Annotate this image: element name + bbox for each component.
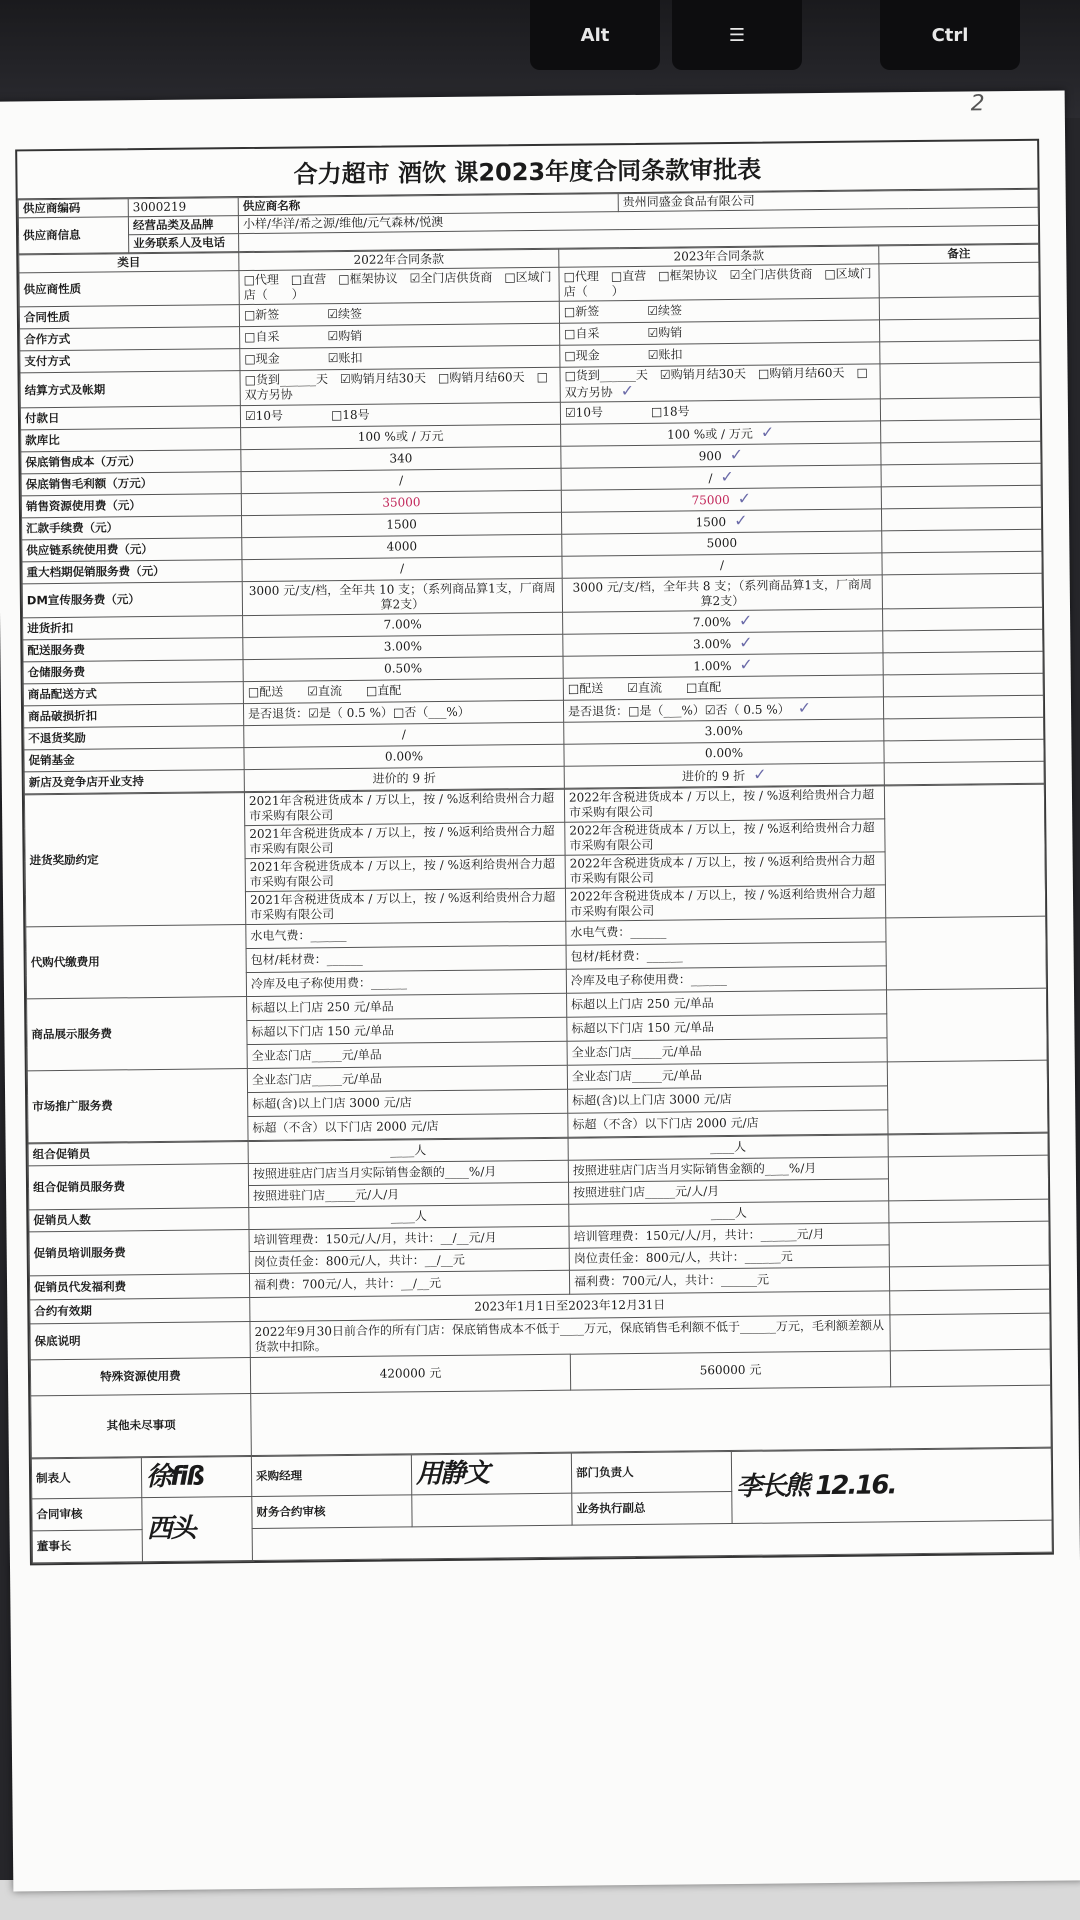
remark-cell (881, 419, 1041, 443)
remark-cell (881, 507, 1041, 531)
cell-2023-value: □代理 □直营 □框架协议 ☑全门店供货商 □区域门店（ ） (563, 265, 872, 299)
remark-cell (883, 607, 1043, 631)
row-label: 供应链系统使用费（元） (22, 538, 242, 562)
chair-label: 董事长 (32, 1530, 142, 1563)
cell-2023-value: 是否退货：□是（___%）☑否（ 0.5 %） (568, 702, 790, 719)
cell-2023-value: / (719, 558, 725, 573)
row-label: 保底销售成本（万元） (21, 450, 241, 474)
handwritten-check-icon: ✓ (739, 632, 753, 652)
cell-2023 (562, 575, 882, 612)
remark-cell (887, 988, 1048, 1062)
remark-cell (882, 529, 1042, 553)
cell-2022-value: / (399, 473, 404, 488)
approval-form (15, 139, 1054, 1566)
cell-2022-value: ☑10号 □18号 (244, 407, 370, 424)
cell-2022-value: / (399, 561, 405, 576)
row-label: 销售资源使用费（元） (21, 494, 241, 518)
cell-2023 (560, 364, 880, 402)
remark-cell (882, 551, 1042, 575)
group-2022: 水电气费：______ (246, 921, 566, 948)
rebate-2022: 2021年含税进货成本 / 万以上，按 / %返利给贵州合力超市采购有限公司 (245, 888, 565, 924)
training-2022-a: 培训管理费：150元/人/月，共计：__/__元/月 (249, 1226, 569, 1251)
cell-2023 (564, 763, 884, 788)
remark-cell (881, 485, 1041, 509)
header-remark: 备注 (879, 244, 1039, 264)
remark-cell (884, 717, 1044, 741)
promo-count-2023: ____人 (569, 1201, 889, 1226)
remark-cell (889, 1265, 1049, 1291)
group-label: 市场推广服务费 (27, 1069, 248, 1143)
special-2022: 420000 元 (250, 1354, 570, 1393)
group-2022: 标超以上门店 250 元/单品 (247, 993, 567, 1020)
promo-fee-2022-a: 按照进驻店门店当月实际销售金额的____%/月 (248, 1160, 568, 1185)
group-2022: 冷库及电子称使用费：______ (246, 969, 566, 996)
handwritten-check-icon: ✓ (739, 654, 753, 674)
handwritten-check-icon: ✓ (797, 698, 812, 718)
remark-cell (890, 1289, 1050, 1315)
row-label: 仓储服务费 (23, 660, 243, 684)
group-2022: 标超以下门店 150 元/单品 (247, 1017, 567, 1044)
maker-label: 制表人 (31, 1458, 141, 1499)
cell-2022-value: 7.00% (383, 617, 422, 632)
cell-2022-value: 4000 (386, 539, 418, 554)
cell-2023-value: 1500 (695, 515, 727, 530)
cell-2023-value: 3.00% (704, 723, 743, 739)
rebate-2022: 2021年含税进货成本 / 万以上，按 / %返利给贵州合力超市采购有限公司 (245, 822, 565, 858)
remark-cell (889, 1199, 1049, 1223)
rebate-table (24, 784, 1049, 1144)
group-2023: 标超以上门店 250 元/单品 (567, 990, 887, 1017)
remark-cell (880, 397, 1040, 421)
row-label: 重大档期促销服务费（元） (22, 560, 242, 584)
cell-2022 (240, 367, 560, 405)
remark-cell (883, 629, 1043, 653)
cell-2023-value: 900 (698, 449, 722, 464)
handwritten-check-icon: ✓ (737, 488, 752, 508)
other-label: 其他未尽事项 (31, 1394, 252, 1458)
remark-cell (890, 1313, 1050, 1351)
cell-2023-value: ☑10号 □18号 (564, 404, 690, 420)
remark-cell (884, 739, 1044, 763)
terms-table (18, 244, 1045, 795)
promo-fee-2022-b: 按照进驻门店_____元/人/月 (249, 1182, 569, 1207)
remark-cell (883, 695, 1043, 719)
remark-cell (890, 1349, 1050, 1387)
row-label: 汇款手续费（元） (22, 516, 242, 540)
welfare-2022: 福利费：700元/人，共计：__/__元 (249, 1270, 569, 1297)
group-2023: 标超(含)以上门店 3000 元/店 (568, 1086, 888, 1113)
cell-2023-value: □新签 ☑续签 (563, 303, 683, 319)
supplier-info-label: 供应商信息 (18, 217, 128, 254)
cell-2023-value: / (708, 471, 713, 486)
period-label: 合约有效期 (30, 1298, 250, 1324)
row-label: 支付方式 (20, 349, 240, 373)
supplier-code: 3000219 (128, 198, 238, 217)
group-2022: 全业态门店_____元/单品 (247, 1065, 567, 1092)
exec-label: 业务执行副总 (572, 1492, 732, 1526)
promo-fee-2023-b: 按照进驻门店_____元/人/月 (569, 1179, 889, 1204)
cell-2023-value: 3000 元/支/档，全年共 8 支；（系列商品算1支，厂商周算2支） (572, 576, 873, 608)
row-label: 合作方式 (20, 327, 240, 351)
cell-2022 (239, 267, 559, 304)
cell-2022-value: □配送 ☑直流 □直配 (247, 683, 402, 700)
cell-2023-value: □配送 ☑直流 □直配 (567, 680, 722, 696)
training-2023-a: 培训管理费：150元/人/月，共计：______元/月 (569, 1223, 889, 1248)
training-2023-b: 岗位责任金：800元/人，共计：______元 (569, 1245, 889, 1270)
cell-2022-value: 35000 (382, 495, 421, 510)
welfare-2023: 福利费：700元/人，共计：______元 (569, 1267, 889, 1294)
handwritten-check-icon: ✓ (729, 444, 744, 464)
purchase-manager-label: 采购经理 (251, 1455, 411, 1497)
document-paper (0, 90, 1080, 1891)
cell-2023-value: 0.00% (704, 745, 744, 761)
remark-cell (888, 1133, 1048, 1157)
row-label: 商品配送方式 (23, 682, 243, 706)
group-2022: 包材/耗材费：______ (246, 945, 566, 972)
cell-2023-value: 3.00% (693, 636, 732, 652)
cell-2023-value: □自采 ☑购销 (564, 325, 683, 341)
promo-count-label: 促销员人数 (29, 1208, 249, 1232)
remark-cell (889, 1221, 1049, 1267)
group-2022: 全业态门店_____元/单品 (247, 1041, 567, 1068)
remark-cell (884, 761, 1044, 785)
handwritten-check-icon: ✓ (753, 764, 767, 784)
cell-2022-value: □自采 ☑购销 (244, 328, 363, 345)
promo-staff-2022: ____人 (248, 1138, 568, 1163)
row-label: 商品破损折扣 (23, 704, 243, 728)
menu-key (672, 0, 802, 70)
purchase-manager-signature: 用静文 (411, 1453, 571, 1495)
header-category: 类目 (19, 253, 239, 273)
row-label: 不退货奖励 (24, 726, 244, 750)
cell-2022-value: 是否退货：☑是（ 0.5 %）□否（___%） (248, 704, 470, 722)
training-label: 促销员培训服务费 (29, 1230, 249, 1276)
rebate-2023: 2022年含税进货成本 / 万以上，按 / %返利给贵州合力超市采购有限公司 (565, 852, 885, 888)
group-2023: 标超以下门店 150 元/单品 (567, 1014, 887, 1041)
audit-label: 合同审核 (32, 1498, 142, 1531)
promo-count-2022: ____人 (249, 1204, 569, 1229)
other-value (251, 1385, 1052, 1455)
group-2023: 冷库及电子称使用费：______ (566, 966, 886, 993)
rebate-2023: 2022年含税进货成本 / 万以上，按 / %返利给贵州合力超市采购有限公司 (564, 786, 884, 822)
group-2022: 标超(含)以上门店 3000 元/店 (248, 1089, 568, 1116)
remark-cell (880, 362, 1040, 399)
group-label: 代购代缴费用 (26, 925, 247, 999)
alt-key-label: Alt (580, 24, 610, 46)
handwritten-check-icon: ✓ (760, 422, 775, 442)
group-label: 商品展示服务费 (27, 997, 248, 1071)
ctrl-key (880, 0, 1020, 70)
group-2023: 水电气费：______ (566, 918, 886, 945)
supplier-name-label: 供应商名称 (238, 194, 618, 216)
finance-label: 财务合约审核 (252, 1495, 412, 1529)
header-2022: 2022年合同条款 (239, 249, 559, 270)
row-label: 合同性质 (19, 305, 239, 329)
maker-signature: 徐fiß (141, 1457, 251, 1498)
handwritten-check-icon: ✓ (620, 380, 635, 401)
remark-cell (883, 651, 1043, 675)
remark-cell (882, 573, 1042, 609)
remark-cell (879, 318, 1039, 342)
cell-2022-value: 1500 (386, 517, 417, 532)
welfare-label: 促销员代发福利费 (29, 1274, 249, 1300)
row-label: 配送服务费 (23, 638, 243, 662)
dept-head-label: 部门负责人 (571, 1452, 731, 1494)
row-label: 保底销售毛利额（万元） (21, 472, 241, 496)
page-number: 2 (970, 91, 985, 117)
dept-head-signature: 李长熊 12.16. (731, 1448, 1052, 1523)
cell-2022-value: □新签 ☑续签 (243, 306, 363, 323)
group-2023: 全业态门店_____元/单品 (567, 1062, 887, 1089)
promo-fee-label: 组合促销员服务费 (28, 1164, 248, 1210)
row-label: 付款日 (20, 406, 240, 430)
cell-2023-value: □货到______天 ☑购销月结30天 □购销月结60天 □双方另协 (564, 365, 868, 400)
promo-fee-2023-a: 按照进驻店门店当月实际销售金额的____%/月 (568, 1157, 888, 1182)
alt-key (530, 0, 660, 70)
rebate-2023: 2022年含税进货成本 / 万以上，按 / %返利给贵州合力超市采购有限公司 (565, 819, 885, 855)
finance-signature (412, 1493, 572, 1527)
cell-2023-value: 75000 (691, 492, 730, 508)
ctrl-key-label: Ctrl (931, 24, 969, 46)
handwritten-check-icon: ✓ (720, 466, 734, 487)
rebate-label: 进货奖励约定 (24, 793, 245, 927)
row-label: 供应商性质 (19, 271, 239, 307)
remark-cell (880, 340, 1040, 364)
cell-2023-value: 5000 (706, 535, 738, 551)
contact-label: 业务联系人及电话 (129, 234, 239, 253)
cell-2022-value: 100 %或 / 万元 (357, 428, 444, 444)
remark-cell (881, 463, 1041, 487)
brand-label: 经营品类及品牌 (128, 216, 238, 235)
cell-2022-value: 0.00% (384, 749, 424, 764)
remark-cell (883, 673, 1043, 697)
remark-cell (879, 296, 1039, 320)
cell-2023-value: 7.00% (692, 614, 732, 630)
group-2023: 标超（不含）以下门店 2000 元/店 (568, 1110, 888, 1137)
cell-2023-value: □现金 ☑账扣 (564, 347, 683, 363)
handwritten-check-icon: ✓ (734, 510, 748, 530)
remark-cell (879, 262, 1039, 298)
row-label: 新店及竞争店开业支持 (24, 770, 244, 794)
handwritten-check-icon: ✓ (738, 610, 753, 630)
rebate-2023: 2022年含税进货成本 / 万以上，按 / %返利给贵州合力超市采购有限公司 (565, 885, 885, 921)
cell-2023-value: 进价的 9 折 (681, 768, 746, 784)
cell-2022-value: □现金 ☑账扣 (244, 350, 363, 367)
remark-cell (884, 784, 1045, 918)
remark-cell (888, 1155, 1048, 1201)
row-label: 结算方式及帐期 (20, 371, 240, 408)
header-2023: 2023年合同条款 (559, 246, 879, 267)
training-2022-b: 岗位责任金：800元/人，共计：__/__元 (249, 1248, 569, 1273)
row-label: 促销基金 (24, 748, 244, 772)
rebate-2022: 2021年含税进货成本 / 万以上，按 / %返利给贵州合力超市采购有限公司 (244, 789, 564, 825)
rebate-2022: 2021年含税进货成本 / 万以上，按 / %返利给贵州合力超市采购有限公司 (245, 855, 565, 891)
cell-2023-value: 100 %或 / 万元 (666, 426, 753, 442)
supplier-code-label: 供应商编码 (18, 199, 128, 218)
brand-list: 小样/华洋/希之源/维他/元气森林/悦澳 (238, 207, 1038, 233)
special-label: 特殊资源使用费 (30, 1358, 250, 1396)
group-2022: 标超（不含）以下门店 2000 元/店 (248, 1113, 568, 1140)
cell-2022-value: □货到______天 ☑购销月结30天 □购销月结60天 □双方另协 (244, 369, 548, 403)
cell-2022 (244, 766, 564, 791)
supplier-name: 贵州同盛金食品有限公司 (618, 189, 1038, 211)
guarantee-label: 保底说明 (30, 1322, 250, 1360)
audit-signature: 西头 (142, 1497, 253, 1562)
cell-2022-value: 3000 元/支/档，全年共 10 支；（系列商品算1支，厂商周算2支） (248, 580, 556, 612)
promo-staff-label: 组合促销员 (28, 1142, 248, 1166)
cell-2023-value: 1.00% (693, 658, 732, 674)
cell-2022-value: 3.00% (383, 639, 423, 654)
cell-2023 (559, 264, 879, 301)
period-value: 2023年1月1日至2023年12月31日 (250, 1291, 890, 1322)
cell-2022-value: 340 (389, 451, 413, 466)
cell-2022-value: / (401, 727, 406, 742)
menu-icon: ☰ (728, 24, 746, 46)
group-2023: 全业态门店_____元/单品 (567, 1038, 887, 1065)
signature-table (31, 1448, 1053, 1564)
cell-2022-value: 进价的 9 折 (372, 771, 436, 786)
remark-cell (881, 441, 1041, 465)
remark-cell (886, 916, 1047, 990)
form-title: 合力超市 酒饮 课2023年度合同条款审批表 (17, 141, 1037, 200)
group-2023: 包材/耗材费：______ (566, 942, 886, 969)
promo-staff-2023: ____人 (568, 1135, 888, 1160)
row-label: 款库比 (21, 428, 241, 452)
row-label: 进货折扣 (23, 616, 243, 640)
remark-cell (887, 1060, 1048, 1134)
guarantee-value: 2022年9月30日前合作的所有门店：保底销售成本不低于____万元，保底销售毛利额不低于______万元，毛利额差额从货款中扣除。 (250, 1315, 890, 1358)
cell-2022-value: □代理 □直营 □框架协议 ☑全门店供货商 □区域门店（ ） (243, 269, 552, 302)
row-label: DM宣传服务费（元） (22, 582, 242, 618)
cell-2022 (242, 578, 562, 615)
cell-2022-value: 0.50% (383, 661, 423, 676)
special-2023: 560000 元 (570, 1351, 890, 1390)
promo-table (28, 1133, 1052, 1459)
